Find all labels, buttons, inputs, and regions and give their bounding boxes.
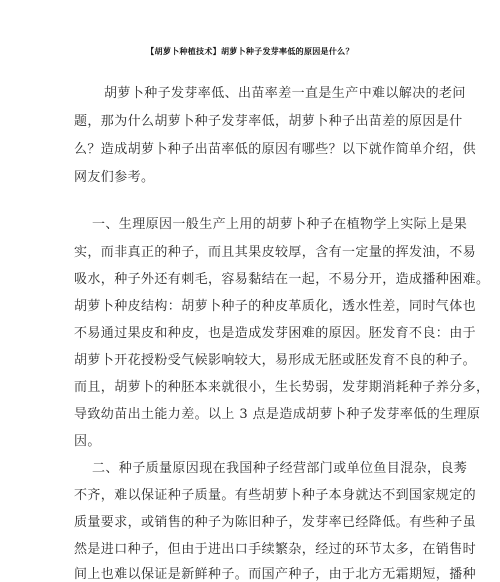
intro-line: 题，那为什么胡萝卜种子发芽率低，胡萝卜种子出苗差的原因是什 [74, 114, 463, 129]
section1-line: 吸水，种子外还有刺毛，容易黏结在一起，不易分开，造成播种困难。 [74, 272, 490, 287]
section1-line: 不易通过果皮和种皮，也是造成发芽困难的原因。胚发育不良：由于 [74, 326, 477, 341]
section2-line: 不齐，难以保证种子质量。有些胡萝卜种子本身就达不到国家规定的 [74, 488, 477, 503]
section1-line: 一、生理原因一般生产上用的胡萝卜种子在植物学上实际上是果 [92, 217, 468, 232]
intro-line: 么？造成胡萝卜种子出苗率低的原因有哪些？以下就作简单介绍，供 [74, 142, 477, 157]
section2-line: 质量要求，或销售的种子为陈旧种子，发芽率已经降低。有些种子虽 [74, 515, 477, 530]
section2-line: 然是进口种子，但由于进出口手续繁杂，经过的环节太多，在销售时 [74, 542, 477, 557]
section1-line: 实，而非真正的种子，而且其果皮较厚，含有一定量的挥发油，不易 [74, 245, 477, 260]
section1-line: 导致幼苗出土能力差。以上 3 点是造成胡萝卜种子发芽率低的生理原 [74, 407, 481, 422]
intro-line: 胡萝卜种子发芽率低、出苗率差一直是生产中难以解决的老问 [104, 86, 466, 101]
section1-line: 胡萝卜种皮结构：胡萝卜种子的种皮革质化，透水性差，同时气体也 [74, 299, 477, 314]
article-title: 【胡萝卜种植技术】胡萝卜种子发芽率低的原因是什么？ [146, 46, 354, 56]
section2-line: 二、种子质量原因现在我国种子经营部门或单位鱼目混杂，良莠 [92, 461, 468, 476]
section1-line: 而且，胡萝卜的种胚本来就很小，生长势弱，发芽期消耗种子养分多， [74, 380, 490, 395]
intro-line: 网友们参考。 [74, 170, 155, 185]
section1-line: 胡萝卜开花授粉受气候影响较大，易形成无胚或胚发育不良的种子。 [74, 353, 477, 368]
section1-line: 因。 [74, 434, 101, 449]
section2-line: 间上也难以保证是新鲜种子。而国产种子，由于北方无霜期短，播种 [74, 567, 477, 582]
